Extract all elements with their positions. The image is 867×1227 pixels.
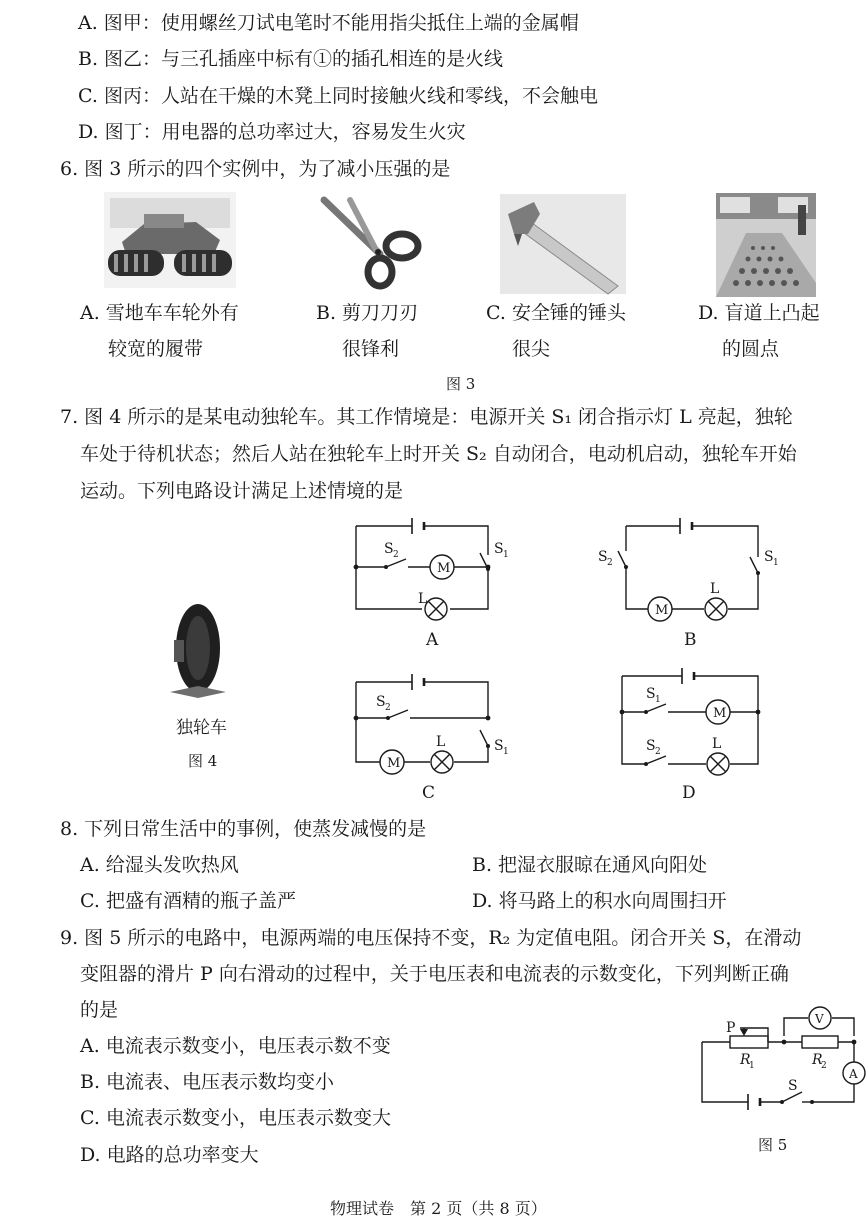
- circuit-c-label: C: [422, 783, 436, 803]
- q6-option-c-line1: C. 安全锤的锤头: [486, 302, 626, 324]
- q9-option-a: A. 电流表示数变小，电压表示数不变: [80, 1035, 391, 1057]
- q8-option-c: C. 把盛有酒精的瓶子盖严: [80, 890, 296, 912]
- circuit-b-s2-sub: 2: [607, 558, 613, 568]
- q6-option-d-line1: D. 盲道上凸起: [698, 302, 820, 324]
- figure-3-caption: 图 3: [446, 375, 476, 393]
- figure-5-circuit: [696, 1000, 866, 1110]
- circuit-b: [592, 515, 792, 655]
- q7-stem-line1: 7. 图 4 所示的是某电动独轮车。其工作情境是：电源开关 S₁ 闭合指示灯 L 亮起，独轮: [60, 406, 793, 428]
- q9-option-d: D. 电路的总功率变大: [80, 1144, 259, 1166]
- circuit-d-s2-sub: 2: [655, 747, 661, 757]
- circuit-c-s1-sub: 1: [503, 747, 509, 757]
- q8-option-b: B. 把湿衣服晾在通风向阳处: [472, 854, 708, 876]
- circuit-a-label: A: [426, 630, 439, 650]
- q8-option-d: D. 将马路上的积水向周围扫开: [472, 890, 727, 912]
- unicycle-label: 独轮车: [176, 718, 227, 738]
- circuit-a-s2-sub: 2: [393, 550, 399, 560]
- figure-5-caption: 图 5: [758, 1136, 788, 1154]
- circuit-d-label: D: [682, 783, 696, 803]
- circuit-b-label: B: [684, 630, 697, 650]
- figure-4-caption: 图 4: [188, 752, 218, 770]
- fig5-switch-s: S: [788, 1078, 798, 1094]
- q5-option-c: C. 图丙：人站在干燥的木凳上同时接触火线和零线，不会触电: [78, 85, 598, 107]
- q6-stem: 6. 图 3 所示的四个实例中，为了减小压强的是: [60, 158, 451, 180]
- circuit-a-s2: S: [384, 541, 394, 557]
- snow-vehicle-image: [104, 192, 236, 288]
- q9-stem-line2: 变阻器的滑片 P 向右滑动的过程中，关于电压表和电流表的示数变化，下列判断正确: [80, 963, 789, 985]
- circuit-b-s2: S: [598, 549, 608, 565]
- fig5-voltmeter: V: [815, 1012, 824, 1026]
- q7-stem-line2: 车处于待机状态；然后人站在独轮车上时开关 S₂ 自动闭合，电动机启动，独轮车开始: [80, 443, 797, 465]
- circuit-a-motor: M: [437, 561, 451, 576]
- circuit-a: [350, 515, 520, 655]
- q6-option-d-line2: 的圆点: [722, 338, 780, 360]
- circuit-d-s1: S: [646, 686, 656, 702]
- circuit-d-motor: M: [713, 706, 727, 721]
- q8-option-a: A. 给湿头发吹热风: [80, 854, 239, 876]
- scissors-image: [320, 196, 422, 290]
- page-footer: 物理试卷 第 2 页（共 8 页）: [330, 1199, 547, 1218]
- q6-option-b-line2: 很锋利: [342, 338, 400, 360]
- circuit-d-s2: S: [646, 738, 656, 754]
- circuit-c-lamp: L: [436, 734, 446, 750]
- circuit-d-lamp: L: [712, 736, 722, 752]
- fig5-label-r1: R: [740, 1052, 751, 1068]
- q9-option-b: B. 电流表、电压表示数均变小: [80, 1071, 335, 1093]
- q5-option-a: A. 图甲：使用螺丝刀试电笔时不能用指尖抵住上端的金属帽: [78, 12, 579, 34]
- q7-stem-line3: 运动。下列电路设计满足上述情境的是: [80, 480, 404, 502]
- q5-option-d: D. 图丁：用电器的总功率过大，容易发生火灾: [78, 121, 466, 143]
- q9-option-c: C. 电流表示数变小，电压表示数变大: [80, 1107, 391, 1129]
- q9-stem-line3: 的是: [80, 999, 119, 1021]
- q6-option-a-line2: 较宽的履带: [108, 338, 204, 360]
- circuit-a-s1: S: [494, 541, 504, 557]
- q6-option-a-line1: A. 雪地车车轮外有: [80, 302, 239, 324]
- q6-option-b-line1: B. 剪刀刀刃: [316, 302, 419, 324]
- q6-option-c-line2: 很尖: [512, 338, 551, 360]
- circuit-c-s2-sub: 2: [385, 703, 391, 713]
- circuit-c-s1: S: [494, 738, 504, 754]
- safety-hammer-image: [500, 194, 626, 294]
- circuit-a-s1-sub: 1: [503, 550, 509, 560]
- fig5-label-r1-sub: 1: [749, 1061, 755, 1071]
- tactile-paving-image: [716, 193, 816, 297]
- circuit-b-s1: S: [764, 549, 774, 565]
- circuit-d: [612, 664, 782, 804]
- circuit-c-motor: M: [387, 756, 401, 771]
- circuit-c: [350, 670, 520, 805]
- q5-option-b: B. 图乙：与三孔插座中标有①的插孔相连的是火线: [78, 48, 504, 70]
- q8-stem: 8. 下列日常生活中的事例，使蒸发减慢的是: [60, 818, 427, 840]
- circuit-b-motor: M: [655, 603, 669, 618]
- circuit-d-s1-sub: 1: [655, 695, 661, 705]
- circuit-b-lamp: L: [710, 581, 720, 597]
- fig5-ammeter: A: [849, 1067, 858, 1081]
- circuit-c-s2: S: [376, 694, 386, 710]
- circuit-b-s1-sub: 1: [773, 558, 779, 568]
- fig5-label-r2: R: [812, 1052, 823, 1068]
- unicycle-image: [168, 602, 228, 704]
- fig5-label-r2-sub: 2: [821, 1061, 827, 1071]
- q9-stem-line1: 9. 图 5 所示的电路中，电源两端的电压保持不变，R₂ 为定值电阻。闭合开关 S，在滑动: [60, 927, 802, 949]
- fig5-label-p: P: [726, 1020, 736, 1036]
- circuit-a-lamp: L: [418, 591, 428, 607]
